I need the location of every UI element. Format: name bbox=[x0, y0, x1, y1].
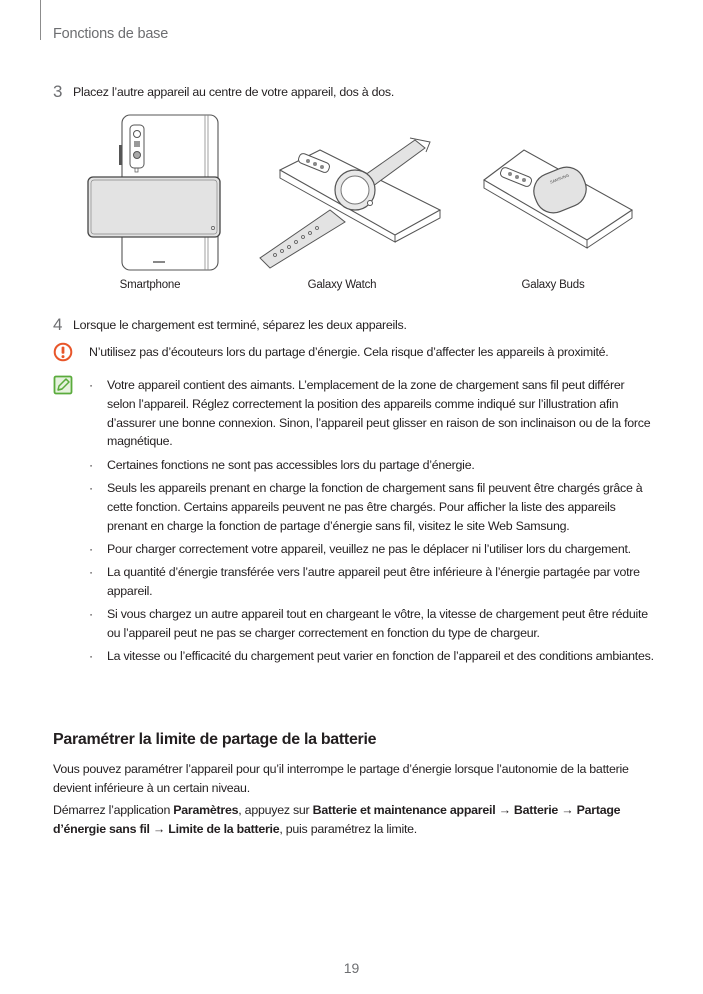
note-item: · Seuls les appareils prenant en charge la fonction de chargement sans fil peuvent être chargés grâce à cette fonction. Certains appareils peuvent ne pas être chargés. Pour afficher la liste des appareils prenant en charge la fonction de partage d’énergie sans fil, visitez le site Web Samsung. bbox=[89, 480, 643, 533]
step-4 bbox=[53, 315, 407, 335]
smartphone-illustration bbox=[85, 110, 225, 275]
warning-text: N’utilisez pas d’écouteurs lors du partage d’énergie. Cela risque d’affecter les appareils à proximité. bbox=[89, 345, 609, 359]
galaxy-buds-illustration bbox=[462, 110, 637, 275]
chapter-title: Fonctions de base bbox=[53, 26, 169, 42]
section-instruction: Démarrez l’application Paramètres, appuyez sur Batterie et maintenance appareil → Batterie → Partage d’énergie sans fil → Limite de la batterie, puis paramétrez la limite. bbox=[53, 803, 621, 836]
note-item: · Certaines fonctions ne sont pas accessibles lors du partage d’énergie. bbox=[89, 456, 655, 475]
step-3 bbox=[53, 82, 394, 102]
svg-text:SAMSUNG: SAMSUNG bbox=[549, 172, 570, 185]
bullet-icon: · bbox=[89, 457, 93, 472]
bullet-icon: · bbox=[89, 565, 93, 580]
step-text: Placez l’autre appareil au centre de votre appareil, dos à dos. bbox=[73, 85, 395, 99]
menu-path-battery-maintenance: Batterie et maintenance appareil bbox=[312, 803, 496, 817]
section-title: Paramétrer la limite de partage de la batterie bbox=[53, 731, 377, 748]
caution-icon bbox=[53, 342, 73, 362]
bullet-icon: · bbox=[89, 541, 93, 556]
bullet-icon: · bbox=[89, 480, 93, 495]
caption-smartphone: Smartphone bbox=[119, 279, 181, 291]
arrow-icon: → bbox=[558, 803, 577, 817]
bullet-icon: · bbox=[89, 378, 93, 392]
note-item: · La quantité d’énergie transférée vers l’autre appareil peut être inférieure à l’énergie partagée par votre appareil. bbox=[89, 565, 640, 598]
bullet-icon: · bbox=[89, 607, 93, 622]
note-pencil-icon bbox=[53, 375, 73, 395]
menu-path-battery: Batterie bbox=[513, 803, 559, 817]
note-item: · Votre appareil contient des aimants. L’emplacement de la zone de chargement sans fil peut différer selon l’appareil. Réglez correctement la position des appareils comme indiqué sur l’illustration afin d’assurer une bonne connexion. Sinon, l’appareil peut glisser en raison de son inclinaison ou de la force magnétique. bbox=[89, 378, 651, 449]
step-number: 3 bbox=[53, 82, 63, 101]
caption-galaxy-buds: Galaxy Buds bbox=[521, 279, 585, 291]
note-item: · Si vous chargez un autre appareil tout en chargeant le vôtre, la vitesse de chargement peut être réduite ou l’appareil peut ne pas se charger correctement en fonction du type de chargeur. bbox=[89, 607, 648, 641]
bullet-icon: · bbox=[89, 649, 93, 664]
arrow-icon: → bbox=[149, 821, 169, 836]
menu-path-settings: Paramètres bbox=[173, 803, 239, 817]
note-item: · Pour charger correctement votre appareil, veuillez ne pas le déplacer ni l’utiliser lors du chargement. bbox=[89, 540, 655, 559]
section-intro: Vous pouvez paramétrer l’appareil pour qu’il interrompe le partage d’énergie lorsque l’autonomie de la batterie devient inférieure à un certain niveau. bbox=[53, 762, 629, 795]
page-number: 19 bbox=[343, 960, 360, 976]
caption-galaxy-watch: Galaxy Watch bbox=[307, 279, 377, 291]
header-rule bbox=[40, 0, 41, 40]
step-number: 4 bbox=[53, 315, 63, 334]
galaxy-watch-illustration bbox=[250, 110, 455, 275]
step-text: Lorsque le chargement est terminé, séparez les deux appareils. bbox=[73, 318, 407, 332]
note-list bbox=[89, 376, 655, 671]
menu-path-wireless-powershare: Partage d’énergie sans fil bbox=[53, 803, 621, 836]
note-item: · La vitesse ou l’efficacité du chargement peut varier en fonction de l’appareil et des conditions ambiantes. bbox=[89, 647, 655, 666]
arrow-icon: → bbox=[495, 803, 514, 817]
menu-path-battery-limit: Limite de la batterie bbox=[168, 821, 280, 836]
